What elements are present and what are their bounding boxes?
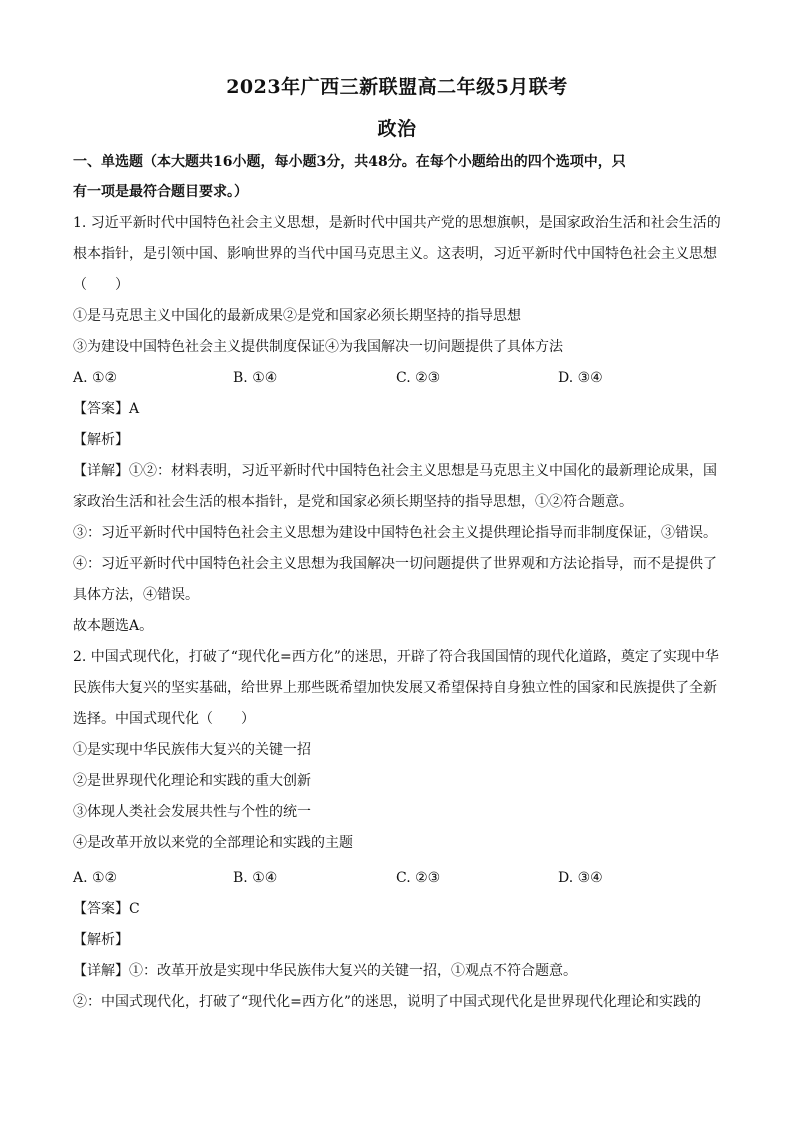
q2-stem-line-3: 选择。中国式现代化（ ） (73, 711, 255, 727)
q2-option-d: D. ③④ (558, 870, 603, 886)
q1-conclusion: 故本题选A。 (73, 618, 154, 634)
q1-option-d: D. ③④ (558, 370, 603, 386)
q1-detail-line-2: 家政治生活和社会生活的根本指针，是党和国家必须长期坚持的指导思想，①②符合题意。 (73, 494, 633, 510)
q2-option-a: A. ①② (73, 870, 118, 886)
subject-title: 政治 (377, 118, 417, 140)
q1-option-b: B. ①④ (233, 370, 278, 386)
q1-analysis-label: 【解析】 (73, 432, 129, 448)
q2-item-line-2: ②是世界现代化理论和实践的重大创新 (73, 773, 311, 789)
q1-answer-blank: （ ） (73, 277, 129, 293)
q1-item-line-1: ①是马克思主义中国化的最新成果②是党和国家必须长期坚持的指导思想 (73, 308, 521, 324)
exam-title: 2023年广西三新联盟高二年级5月联考 (226, 76, 568, 98)
q2-option-b: B. ①④ (233, 870, 278, 886)
q1-stem-line-1: 1. 习近平新时代中国特色社会主义思想，是新时代中国共产党的思想旗帜，是国家政治生活和社会生活的 (73, 215, 721, 231)
q1-stem-line-2: 根本指针，是引领中国、影响世界的当代中国马克思主义。这表明，习近平新时代中国特色社会主义思想 (73, 246, 717, 262)
q1-detail-line-1: 【详解】①②：材料表明，习近平新时代中国特色社会主义思想是马克思主义中国化的最新理论成果，国 (73, 463, 717, 479)
q1-detail-line-4: ④：习近平新时代中国特色社会主义思想为我国解决一切问题提供了世界观和方法论指导，而不是提供了 (73, 556, 717, 572)
q1-option-c: C. ②③ (396, 370, 441, 386)
q2-analysis-label: 【解析】 (73, 932, 129, 948)
section-heading-line-1: 一、单选题（本大题共16小题，每小题3分，共48分。在每个小题给出的四个选项中，只 (73, 154, 626, 170)
q1-detail-line-5: 具体方法，④错误。 (73, 587, 199, 603)
q2-stem-line-2: 民族伟大复兴的坚实基础，给世界上那些既希望加快发展又希望保持自身独立性的国家和民族提供了全新 (73, 680, 717, 696)
q2-item-line-3: ③体现人类社会发展共性与个性的统一 (73, 804, 311, 820)
section-heading-line-2: 有一项是最符合题目要求。） (73, 184, 248, 200)
q2-answer: 【答案】C (73, 901, 140, 917)
q2-option-c: C. ②③ (396, 870, 441, 886)
q1-item-line-2: ③为建设中国特色社会主义提供制度保证④为我国解决一切问题提供了具体方法 (73, 339, 563, 355)
q1-detail-line-3: ③：习近平新时代中国特色社会主义思想为建设中国特色社会主义提供理论指导而非制度保证，③错误。 (73, 525, 717, 541)
q2-item-line-4: ④是改革开放以来党的全部理论和实践的主题 (73, 835, 353, 851)
q1-answer: 【答案】A (73, 401, 140, 417)
q1-option-a: A. ①② (73, 370, 118, 386)
q2-detail-line-1: 【详解】①：改革开放是实现中华民族伟大复兴的关键一招，①观点不符合题意。 (73, 963, 577, 979)
q2-stem-line-1: 2. 中国式现代化，打破了“现代化=西方化”的迷思，开辟了符合我国国情的现代化道路，奠定了实现中华 (73, 649, 719, 665)
q2-item-line-1: ①是实现中华民族伟大复兴的关键一招 (73, 742, 311, 758)
q2-detail-line-2: ②：中国式现代化，打破了“现代化=西方化”的迷思，说明了中国式现代化是世界现代化理论和实践的 (73, 994, 702, 1010)
